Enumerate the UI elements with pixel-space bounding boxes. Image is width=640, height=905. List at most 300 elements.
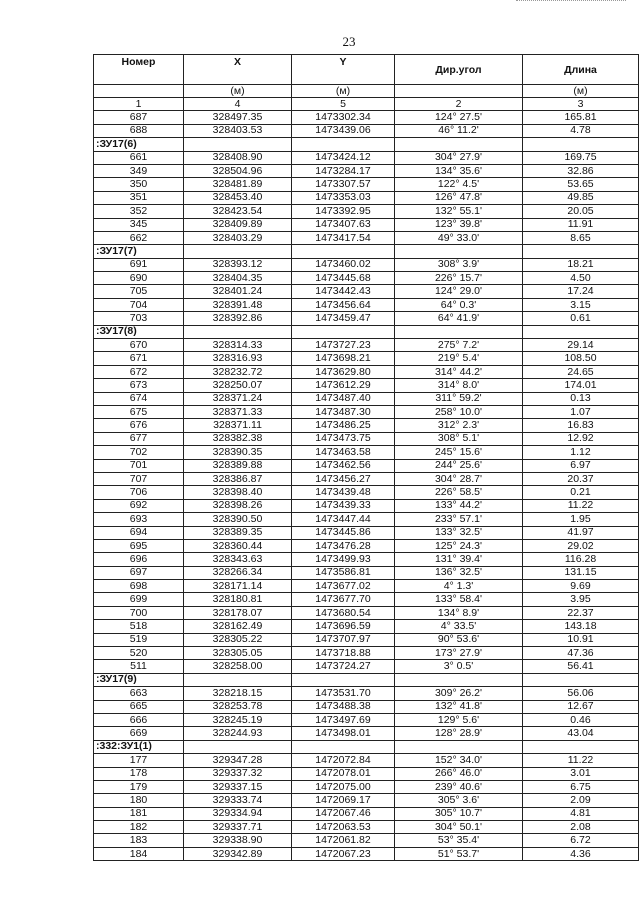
direction-angle-cell: 125° 24.3' <box>395 539 523 552</box>
length-cell: 1.12 <box>523 446 639 459</box>
length-cell: 41.97 <box>523 526 639 539</box>
y-coordinate-cell: 1473677.70 <box>292 593 395 606</box>
point-number-cell: 674 <box>94 392 184 405</box>
point-number-cell: 177 <box>94 754 184 767</box>
y-coordinate-cell: 1472075.00 <box>292 780 395 793</box>
length-cell: 143.18 <box>523 620 639 633</box>
section-row <box>94 245 639 258</box>
table-row <box>94 647 639 660</box>
y-coordinate-cell: 1473407.63 <box>292 218 395 231</box>
point-number-cell: 178 <box>94 767 184 780</box>
y-coordinate-cell: 1473698.21 <box>292 352 395 365</box>
direction-angle-cell: 132° 41.8' <box>395 700 523 713</box>
table-row <box>94 687 639 700</box>
x-coordinate-cell: 328409.89 <box>184 218 292 231</box>
point-number-cell: 352 <box>94 205 184 218</box>
x-coordinate-cell: 328392.86 <box>184 312 292 325</box>
point-number-cell: 672 <box>94 365 184 378</box>
table-row <box>94 620 639 633</box>
y-coordinate-cell: 1473487.40 <box>292 392 395 405</box>
x-coordinate-cell: 328390.35 <box>184 446 292 459</box>
point-number-cell: 677 <box>94 432 184 445</box>
empty-cell <box>184 740 292 753</box>
x-coordinate-cell: 328171.14 <box>184 580 292 593</box>
table-row <box>94 794 639 807</box>
table-row <box>94 700 639 713</box>
table-row <box>94 405 639 418</box>
direction-angle-cell: 152° 34.0' <box>395 754 523 767</box>
x-coordinate-cell: 328244.93 <box>184 727 292 740</box>
x-coordinate-cell: 328314.33 <box>184 339 292 352</box>
header-y: Y <box>292 55 395 85</box>
length-cell: 1.95 <box>523 513 639 526</box>
y-coordinate-cell: 1473629.80 <box>292 365 395 378</box>
y-coordinate-cell: 1472069.17 <box>292 794 395 807</box>
length-cell: 20.37 <box>523 472 639 485</box>
y-coordinate-cell: 1473612.29 <box>292 379 395 392</box>
point-number-cell: 693 <box>94 513 184 526</box>
empty-cell <box>395 740 523 753</box>
length-cell: 10.91 <box>523 633 639 646</box>
empty-cell <box>184 245 292 258</box>
y-coordinate-cell: 1473473.75 <box>292 432 395 445</box>
x-coordinate-cell: 328391.48 <box>184 298 292 311</box>
direction-angle-cell: 314° 8.0' <box>395 379 523 392</box>
x-coordinate-cell: 328178.07 <box>184 606 292 619</box>
table-row <box>94 352 639 365</box>
length-cell: 20.05 <box>523 205 639 218</box>
x-coordinate-cell: 328253.78 <box>184 700 292 713</box>
x-coordinate-cell: 328218.15 <box>184 687 292 700</box>
y-coordinate-cell: 1473445.86 <box>292 526 395 539</box>
x-coordinate-cell: 328305.05 <box>184 647 292 660</box>
point-number-cell: 690 <box>94 272 184 285</box>
table-row <box>94 298 639 311</box>
direction-angle-cell: 132° 55.1' <box>395 205 523 218</box>
y-coordinate-cell: 1473424.12 <box>292 151 395 164</box>
direction-angle-cell: 131° 39.4' <box>395 553 523 566</box>
direction-angle-cell: 3° 0.5' <box>395 660 523 673</box>
point-number-cell: 707 <box>94 472 184 485</box>
table-body <box>94 111 639 861</box>
y-coordinate-cell: 1473442.43 <box>292 285 395 298</box>
x-coordinate-cell: 328389.35 <box>184 526 292 539</box>
table-row <box>94 834 639 847</box>
x-coordinate-cell: 328453.40 <box>184 191 292 204</box>
empty-cell <box>395 325 523 338</box>
section-row <box>94 740 639 753</box>
section-label: :332:ЗУ1(1) <box>94 740 184 753</box>
length-cell: 3.15 <box>523 298 639 311</box>
direction-angle-cell: 314° 44.2' <box>395 365 523 378</box>
point-number-cell: 706 <box>94 486 184 499</box>
length-cell: 4.36 <box>523 847 639 860</box>
point-number-cell: 518 <box>94 620 184 633</box>
point-number-cell: 694 <box>94 526 184 539</box>
length-cell: 4.50 <box>523 272 639 285</box>
length-cell: 16.83 <box>523 419 639 432</box>
length-cell: 6.97 <box>523 459 639 472</box>
header-x: X <box>184 55 292 85</box>
y-coordinate-cell: 1473447.44 <box>292 513 395 526</box>
x-coordinate-cell: 328398.40 <box>184 486 292 499</box>
table-row <box>94 539 639 552</box>
table-row <box>94 660 639 673</box>
point-number-cell: 663 <box>94 687 184 700</box>
table-row <box>94 606 639 619</box>
length-cell: 0.21 <box>523 486 639 499</box>
length-cell: 18.21 <box>523 258 639 271</box>
table-row <box>94 191 639 204</box>
length-cell: 0.61 <box>523 312 639 325</box>
direction-angle-cell: 305° 3.6' <box>395 794 523 807</box>
y-coordinate-cell: 1473353.03 <box>292 191 395 204</box>
y-coordinate-cell: 1472067.23 <box>292 847 395 860</box>
table-row <box>94 446 639 459</box>
y-coordinate-cell: 1472072.84 <box>292 754 395 767</box>
x-coordinate-cell: 329333.74 <box>184 794 292 807</box>
length-cell: 43.04 <box>523 727 639 740</box>
direction-angle-cell: 122° 4.5' <box>395 178 523 191</box>
section-row <box>94 673 639 686</box>
header-row <box>94 55 639 85</box>
x-coordinate-cell: 328423.54 <box>184 205 292 218</box>
unit-cell <box>94 85 184 98</box>
coordinates-table <box>93 54 639 861</box>
x-coordinate-cell: 328390.50 <box>184 513 292 526</box>
direction-angle-cell: 90° 53.6' <box>395 633 523 646</box>
point-number-cell: 519 <box>94 633 184 646</box>
length-cell: 4.81 <box>523 807 639 820</box>
table-row <box>94 566 639 579</box>
point-number-cell: 675 <box>94 405 184 418</box>
unit-cell: (м) <box>523 85 639 98</box>
length-cell: 24.65 <box>523 365 639 378</box>
point-number-cell: 349 <box>94 164 184 177</box>
point-number-cell: 700 <box>94 606 184 619</box>
point-number-cell: 704 <box>94 298 184 311</box>
point-number-cell: 350 <box>94 178 184 191</box>
direction-angle-cell: 173° 27.9' <box>395 647 523 660</box>
table-row <box>94 164 639 177</box>
x-coordinate-cell: 328371.11 <box>184 419 292 432</box>
x-coordinate-cell: 328371.24 <box>184 392 292 405</box>
direction-angle-cell: 53° 35.4' <box>395 834 523 847</box>
length-cell: 53.65 <box>523 178 639 191</box>
empty-cell <box>523 138 639 151</box>
point-number-cell: 698 <box>94 580 184 593</box>
table-row <box>94 285 639 298</box>
table-row <box>94 526 639 539</box>
y-coordinate-cell: 1473677.02 <box>292 580 395 593</box>
length-cell: 4.78 <box>523 124 639 137</box>
length-cell: 116.28 <box>523 553 639 566</box>
table-row <box>94 365 639 378</box>
length-cell: 47.36 <box>523 647 639 660</box>
empty-cell <box>184 138 292 151</box>
direction-angle-cell: 305° 10.7' <box>395 807 523 820</box>
direction-angle-cell: 64° 0.3' <box>395 298 523 311</box>
table-row <box>94 767 639 780</box>
table-row <box>94 459 639 472</box>
point-number-cell: 701 <box>94 459 184 472</box>
direction-angle-cell: 133° 44.2' <box>395 499 523 512</box>
y-coordinate-cell: 1473302.34 <box>292 111 395 124</box>
direction-angle-cell: 239° 40.6' <box>395 780 523 793</box>
y-coordinate-cell: 1473456.64 <box>292 298 395 311</box>
direction-angle-cell: 4° 33.5' <box>395 620 523 633</box>
direction-angle-cell: 133° 58.4' <box>395 593 523 606</box>
index-cell: 3 <box>523 98 639 111</box>
x-coordinate-cell: 328389.88 <box>184 459 292 472</box>
x-coordinate-cell: 328371.33 <box>184 405 292 418</box>
empty-cell <box>523 325 639 338</box>
x-coordinate-cell: 328401.24 <box>184 285 292 298</box>
direction-angle-cell: 312° 2.3' <box>395 419 523 432</box>
y-coordinate-cell: 1473476.28 <box>292 539 395 552</box>
empty-cell <box>292 740 395 753</box>
direction-angle-cell: 245° 15.6' <box>395 446 523 459</box>
direction-angle-cell: 126° 47.8' <box>395 191 523 204</box>
y-coordinate-cell: 1473718.88 <box>292 647 395 660</box>
point-number-cell: 179 <box>94 780 184 793</box>
table-row <box>94 807 639 820</box>
empty-cell <box>184 325 292 338</box>
x-coordinate-cell: 328232.72 <box>184 365 292 378</box>
direction-angle-cell: 308° 3.9' <box>395 258 523 271</box>
length-cell: 2.08 <box>523 821 639 834</box>
point-number-cell: 671 <box>94 352 184 365</box>
table-row <box>94 472 639 485</box>
section-label: :ЗУ17(9) <box>94 673 184 686</box>
y-coordinate-cell: 1473497.69 <box>292 713 395 726</box>
length-cell: 169.75 <box>523 151 639 164</box>
direction-angle-cell: 219° 5.4' <box>395 352 523 365</box>
direction-angle-cell: 4° 1.3' <box>395 580 523 593</box>
x-coordinate-cell: 329338.90 <box>184 834 292 847</box>
empty-cell <box>292 325 395 338</box>
point-number-cell: 669 <box>94 727 184 740</box>
y-coordinate-cell: 1472063.53 <box>292 821 395 834</box>
length-cell: 12.67 <box>523 700 639 713</box>
x-coordinate-cell: 328250.07 <box>184 379 292 392</box>
length-cell: 6.75 <box>523 780 639 793</box>
y-coordinate-cell: 1473531.70 <box>292 687 395 700</box>
column-index-row <box>94 98 639 111</box>
x-coordinate-cell: 328360.44 <box>184 539 292 552</box>
length-cell: 12.92 <box>523 432 639 445</box>
length-cell: 2.09 <box>523 794 639 807</box>
table-row <box>94 780 639 793</box>
x-coordinate-cell: 328497.35 <box>184 111 292 124</box>
point-number-cell: 666 <box>94 713 184 726</box>
direction-angle-cell: 311° 59.2' <box>395 392 523 405</box>
y-coordinate-cell: 1473498.01 <box>292 727 395 740</box>
point-number-cell: 692 <box>94 499 184 512</box>
length-cell: 56.41 <box>523 660 639 673</box>
units-row <box>94 85 639 98</box>
point-number-cell: 661 <box>94 151 184 164</box>
direction-angle-cell: 49° 33.0' <box>395 231 523 244</box>
y-coordinate-cell: 1473417.54 <box>292 231 395 244</box>
point-number-cell: 520 <box>94 647 184 660</box>
length-cell: 17.24 <box>523 285 639 298</box>
table-row <box>94 513 639 526</box>
direction-angle-cell: 64° 41.9' <box>395 312 523 325</box>
index-cell: 5 <box>292 98 395 111</box>
page-number: 23 <box>342 34 356 49</box>
section-label: :ЗУ17(6) <box>94 138 184 151</box>
length-cell: 3.01 <box>523 767 639 780</box>
table-row <box>94 178 639 191</box>
table-row <box>94 111 639 124</box>
table-row <box>94 499 639 512</box>
direction-angle-cell: 46° 11.2' <box>395 124 523 137</box>
direction-angle-cell: 123° 39.8' <box>395 218 523 231</box>
length-cell: 0.13 <box>523 392 639 405</box>
table-row <box>94 486 639 499</box>
y-coordinate-cell: 1473439.48 <box>292 486 395 499</box>
y-coordinate-cell: 1473696.59 <box>292 620 395 633</box>
table-row <box>94 419 639 432</box>
length-cell: 165.81 <box>523 111 639 124</box>
x-coordinate-cell: 328245.19 <box>184 713 292 726</box>
y-coordinate-cell: 1473499.93 <box>292 553 395 566</box>
y-coordinate-cell: 1473727.23 <box>292 339 395 352</box>
table-row <box>94 754 639 767</box>
y-coordinate-cell: 1473462.56 <box>292 459 395 472</box>
direction-angle-cell: 309° 26.2' <box>395 687 523 700</box>
direction-angle-cell: 129° 5.6' <box>395 713 523 726</box>
table-row <box>94 312 639 325</box>
empty-cell <box>184 673 292 686</box>
length-cell: 29.02 <box>523 539 639 552</box>
point-number-cell: 673 <box>94 379 184 392</box>
x-coordinate-cell: 329342.89 <box>184 847 292 860</box>
x-coordinate-cell: 328266.34 <box>184 566 292 579</box>
y-coordinate-cell: 1473586.81 <box>292 566 395 579</box>
scan-corner-mark <box>516 0 626 4</box>
direction-angle-cell: 136° 32.5' <box>395 566 523 579</box>
x-coordinate-cell: 328481.89 <box>184 178 292 191</box>
length-cell: 11.91 <box>523 218 639 231</box>
section-row <box>94 325 639 338</box>
empty-cell <box>523 740 639 753</box>
y-coordinate-cell: 1472067.46 <box>292 807 395 820</box>
index-cell: 2 <box>395 98 523 111</box>
index-cell: 1 <box>94 98 184 111</box>
header-length: Длина <box>523 55 639 85</box>
length-cell: 56.06 <box>523 687 639 700</box>
point-number-cell: 670 <box>94 339 184 352</box>
table-row <box>94 151 639 164</box>
y-coordinate-cell: 1473445.68 <box>292 272 395 285</box>
point-number-cell: 703 <box>94 312 184 325</box>
direction-angle-cell: 134° 8.9' <box>395 606 523 619</box>
table-row <box>94 821 639 834</box>
x-coordinate-cell: 328403.29 <box>184 231 292 244</box>
unit-cell: (м) <box>184 85 292 98</box>
point-number-cell: 688 <box>94 124 184 137</box>
table-row <box>94 231 639 244</box>
x-coordinate-cell: 328398.26 <box>184 499 292 512</box>
point-number-cell: 351 <box>94 191 184 204</box>
direction-angle-cell: 124° 27.5' <box>395 111 523 124</box>
empty-cell <box>292 138 395 151</box>
x-coordinate-cell: 328393.12 <box>184 258 292 271</box>
direction-angle-cell: 258° 10.0' <box>395 405 523 418</box>
section-label: :ЗУ17(7) <box>94 245 184 258</box>
direction-angle-cell: 304° 28.7' <box>395 472 523 485</box>
point-number-cell: 184 <box>94 847 184 860</box>
x-coordinate-cell: 328305.22 <box>184 633 292 646</box>
direction-angle-cell: 128° 28.9' <box>395 727 523 740</box>
point-number-cell: 699 <box>94 593 184 606</box>
direction-angle-cell: 244° 25.6' <box>395 459 523 472</box>
point-number-cell: 180 <box>94 794 184 807</box>
y-coordinate-cell: 1473724.27 <box>292 660 395 673</box>
y-coordinate-cell: 1473284.17 <box>292 164 395 177</box>
length-cell: 174.01 <box>523 379 639 392</box>
y-coordinate-cell: 1473439.33 <box>292 499 395 512</box>
length-cell: 3.95 <box>523 593 639 606</box>
direction-angle-cell: 124° 29.0' <box>395 285 523 298</box>
direction-angle-cell: 275° 7.2' <box>395 339 523 352</box>
unit-cell <box>395 85 523 98</box>
length-cell: 11.22 <box>523 499 639 512</box>
section-label: :ЗУ17(8) <box>94 325 184 338</box>
point-number-cell: 665 <box>94 700 184 713</box>
x-coordinate-cell: 328504.96 <box>184 164 292 177</box>
table-row <box>94 272 639 285</box>
y-coordinate-cell: 1473439.06 <box>292 124 395 137</box>
point-number-cell: 687 <box>94 111 184 124</box>
direction-angle-cell: 51° 53.7' <box>395 847 523 860</box>
length-cell: 32.86 <box>523 164 639 177</box>
table-row <box>94 553 639 566</box>
direction-angle-cell: 226° 15.7' <box>395 272 523 285</box>
index-cell: 4 <box>184 98 292 111</box>
point-number-cell: 181 <box>94 807 184 820</box>
y-coordinate-cell: 1473488.38 <box>292 700 395 713</box>
table-row <box>94 339 639 352</box>
x-coordinate-cell: 329347.28 <box>184 754 292 767</box>
y-coordinate-cell: 1473459.47 <box>292 312 395 325</box>
point-number-cell: 345 <box>94 218 184 231</box>
point-number-cell: 705 <box>94 285 184 298</box>
direction-angle-cell: 226° 58.5' <box>395 486 523 499</box>
length-cell: 9.69 <box>523 580 639 593</box>
length-cell: 1.07 <box>523 405 639 418</box>
y-coordinate-cell: 1473487.30 <box>292 405 395 418</box>
table-row <box>94 392 639 405</box>
x-coordinate-cell: 328258.00 <box>184 660 292 673</box>
direction-angle-cell: 304° 27.9' <box>395 151 523 164</box>
point-number-cell: 702 <box>94 446 184 459</box>
x-coordinate-cell: 328404.35 <box>184 272 292 285</box>
direction-angle-cell: 233° 57.1' <box>395 513 523 526</box>
x-coordinate-cell: 328408.90 <box>184 151 292 164</box>
table-row <box>94 432 639 445</box>
table-row <box>94 593 639 606</box>
length-cell: 131.15 <box>523 566 639 579</box>
point-number-cell: 182 <box>94 821 184 834</box>
point-number-cell: 511 <box>94 660 184 673</box>
y-coordinate-cell: 1473463.58 <box>292 446 395 459</box>
length-cell: 0.46 <box>523 713 639 726</box>
empty-cell <box>523 673 639 686</box>
x-coordinate-cell: 329337.15 <box>184 780 292 793</box>
